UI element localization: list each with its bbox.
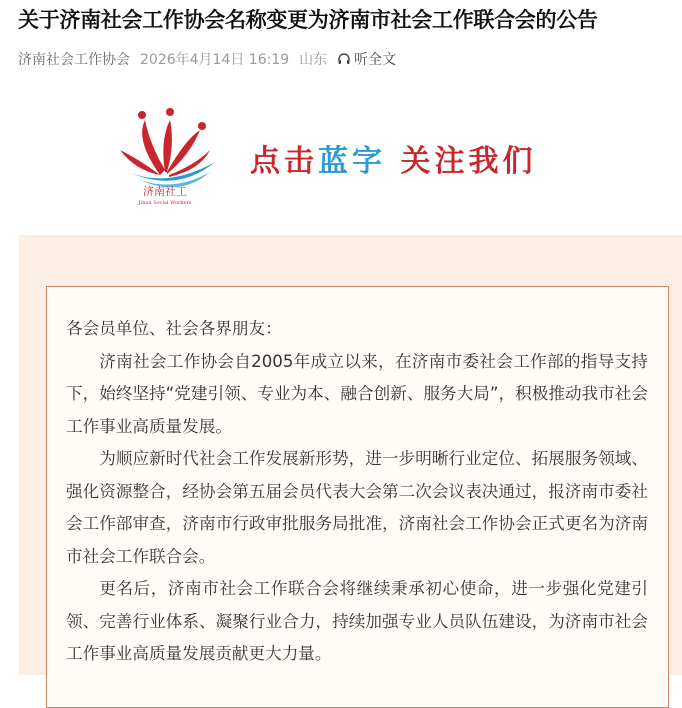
svg-text:济南社工: 济南社工 — [143, 185, 187, 198]
follow-slogan: 点击蓝字 关注我们 — [250, 144, 537, 179]
follow-banner[interactable] — [100, 100, 600, 210]
announcement-panel — [19, 235, 682, 675]
jinan-social-workers-logo — [105, 100, 225, 210]
paragraph: 济南社会工作协会自2005年成立以来，在济南市委社会工作部的指导支持下，始终坚持“党建引领、专业为本、融合创新、服务大局”，积极推动我市社会工作事业高质量发展。 — [66, 351, 648, 436]
article-title: 关于济南社会工作协会名称变更为济南市社会工作联合会的公告 — [18, 8, 598, 32]
paragraph: 为顺应新时代社会工作发展新形势，进一步明晰行业定位、拓展服务领域、强化资源整合，经协会第五届会员代表大会第二次会议表决通过，报济南市委社会工作部审查，济南市行政审批服务局批准，济南社会工作协会正式更名为济南市社会工作联合会。 — [66, 449, 648, 566]
paragraph: 更名后，济南市社会工作联合会将继续秉承初心使命，进一步强化党建引领、完善行业体系、凝聚行业合力，持续加强专业人员队伍建设，为济南市社会工作事业高质量发展贡献更大力量。 — [66, 579, 648, 663]
headphones-icon — [337, 52, 351, 66]
listen-button[interactable] — [337, 49, 396, 69]
listen-label: 听全文 — [354, 52, 397, 68]
announcement-box — [46, 286, 669, 708]
greeting: 各会员单位、社会各界朋友： — [66, 319, 282, 338]
source-account[interactable]: 济南社会工作协会 — [18, 52, 130, 68]
svg-text:Jinan Social Workers: Jinan Social Workers — [138, 200, 192, 206]
article-meta — [18, 49, 396, 69]
location: 山东 — [299, 52, 328, 68]
announcement-body — [66, 313, 648, 671]
publish-time: 2026年4月14日 16:19 — [140, 52, 290, 68]
